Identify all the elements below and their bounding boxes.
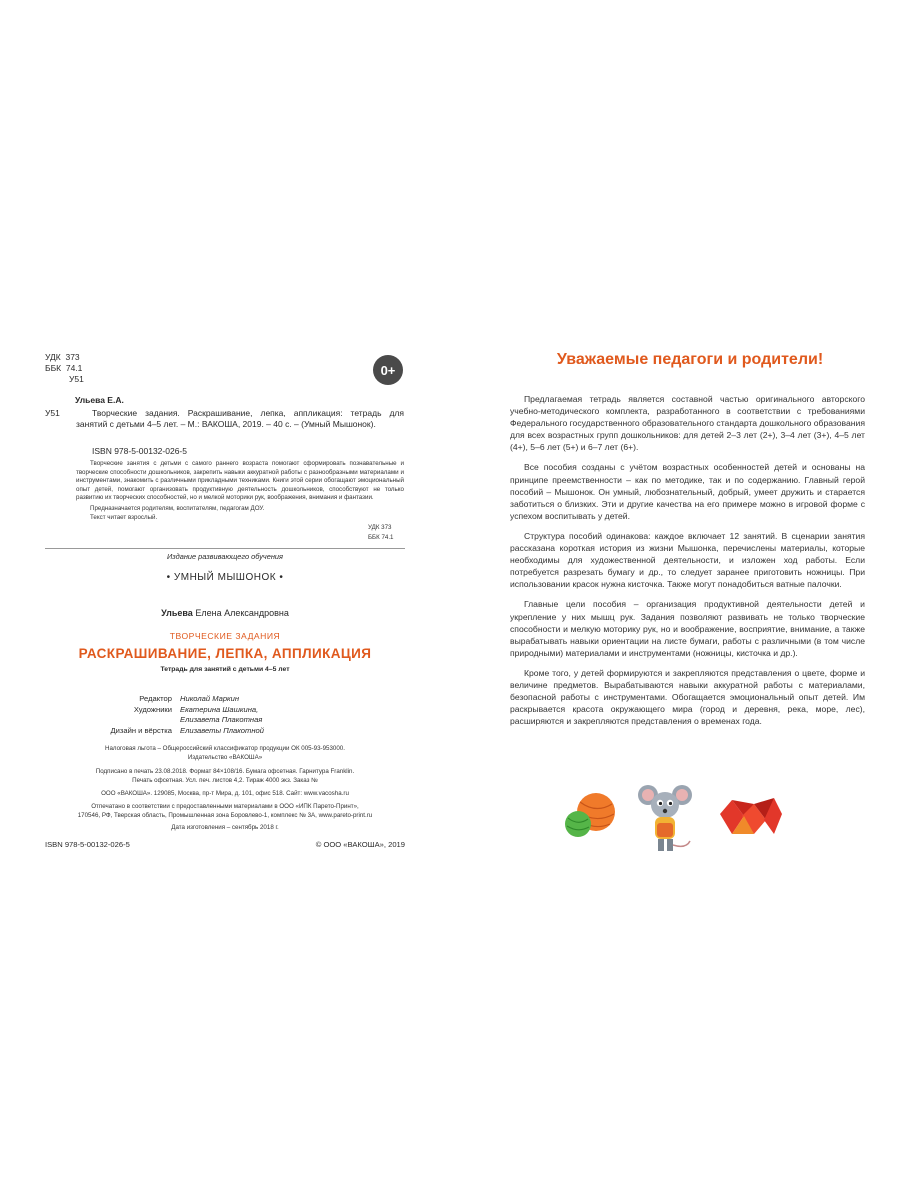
credit-row <box>46 726 376 737</box>
author-full-name <box>45 608 405 618</box>
paragraph: Предлагаемая тетрадь является составной частью оригинального авторского учебно-методического комплекта, разработанного в соответствии с требованиями Федерального государственного образовательного стандарта дошкольного образования для всех возрастных групп дошкольников: для детей 2–3 лет (2+), 3–4 лет (3+), 4–5 лет (4+), 5–6 лет (5+) и 6–7 лет (6+). <box>510 394 865 453</box>
credit-row <box>46 694 376 705</box>
manufacture-date: Дата изготовления – сентябрь 2018 г. <box>171 824 279 831</box>
udk-value: 373 <box>65 352 80 362</box>
credit-name: Екатерина Шашкина, <box>180 704 259 714</box>
book-subtitle-2: Тетрадь для занятий с детьми 4–5 лет <box>160 666 290 673</box>
annotation-text: Творческие занятия с детьми с самого раннего возраста помогают сформировать познавательные и творческие способности дошкольников, закрепить навыки аккуратной работы с разнообразными материалами и инструментами, знакомить с различными прикладными техниками. Книги этой серии обогащают эмоциональный опыт детей, помогают организовать продуктивную деятельность дошкольников, способствуют не только развитию их творческих способностей, но и мелкой моторики рук, воображения, внимания и фантазии. <box>76 460 404 502</box>
divider <box>45 548 405 549</box>
footer-isbn: ISBN 978-5-00132-026-5 <box>45 840 130 849</box>
printed-line-2: 170546, РФ, Тверская область, Промышленная зона Боровлево-1, комплекс № 3А, www.pareto-print.ru <box>77 812 373 819</box>
age-rating-badge: 0+ <box>373 355 403 385</box>
audience-text: Предназначается родителям, воспитателям, педагогам ДОУ. <box>90 505 265 512</box>
paragraph: Структура пособий одинакова: каждое включает 12 занятий. В сценарии занятия рассказана короткая история из жизни Мышонка, перечислены материалы, которые необходимы для художественной деятельности, и изложен ход работы. Если потребуется разрезать бумагу и др., то следует заранее приготовить ножницы. При использовании красок нужна кисточка. Также могут понадобиться ватные палочки. <box>510 530 865 590</box>
footer-copyright: © ООО «ВАКОША», 2019 <box>315 840 405 849</box>
yarn-balls-icon <box>560 790 622 840</box>
intro-text <box>510 393 865 735</box>
author-given-names: Елена Александровна <box>195 608 289 618</box>
credit-name: Елизавета Плакотная <box>180 715 263 724</box>
paper-craft-icon <box>718 794 784 840</box>
page-heading: Уважаемые педагоги и родители! <box>556 351 824 368</box>
publisher-line: Издательство «ВАКОША» <box>187 754 263 761</box>
credit-name: Николай Маркин <box>180 694 240 703</box>
isbn-line: ISBN 978-5-00132-026-5 <box>92 446 187 456</box>
classification-block <box>45 352 125 385</box>
address-line: ООО «ВАКОША». 129085, Москва, пр-т Мира, д. 101, офис 518. Сайт: www.vacosha.ru <box>101 790 349 797</box>
bibliographic-description: Творческие задания. Раскрашивание, лепка, аппликация: тетрадь для занятий с детьми 4–5 лет. – М.: ВАКОША, 2019. – 40 с. – (Умный Мышонок). <box>76 408 404 429</box>
author-heading: Ульева Е.А. <box>75 395 124 405</box>
bbk-label: ББК <box>45 363 62 373</box>
credit-role: Редактор <box>139 694 172 703</box>
edition-type: Издание развивающего обучения <box>167 552 283 561</box>
credit-row <box>46 715 376 726</box>
reader-note: Текст читает взрослый. <box>90 514 158 521</box>
bib-cutter: У51 <box>45 408 60 418</box>
credit-role <box>46 715 180 726</box>
paragraph: Кроме того, у детей формируются и закрепляются представления о цвете, форме и величине предметов. Вырабатываются навыки аккуратной работы с материалами, безопасной работы с инструментами. Обогащается эмоциональный опыт детей. Им раскрывается красота окружающего мира (город и деревня, река, море, лес), расширяются и закрепляются представления о временах года. <box>510 667 865 727</box>
credit-role: Художники <box>133 704 172 714</box>
author-surname: Ульева <box>161 608 193 618</box>
book-title: РАСКРАШИВАНИЕ, ЛЕПКА, АППЛИКАЦИЯ <box>78 646 372 661</box>
credit-name: Елизаветы Плакотной <box>180 725 264 735</box>
paragraph: Все пособия созданы с учётом возрастных особенностей детей и основаны на принципе преемственности – как по методике, так и по содержанию. Главный герой пособий – Мышонок. Он умный, любознательный, добрый, умеет дружить и старается заботиться о близких. Эти и другие качества на его примере можно в игровой форме с успехом воспитывать у детей. <box>510 462 865 521</box>
print-line-2: Печать офсетная. Усл. печ. листов 4,2. Тираж 4000 экз. Заказ № <box>132 777 318 784</box>
udk-repeat: УДК 373 <box>368 524 392 531</box>
paragraph: Главные цели пособия – организация продуктивной деятельности детей и укрепление у них мышц рук. Задания позволяют развивать не только творческие способности и мелкую моторику рук, но и воображение, восприятие, внимание, а также вырабатывать навыки ориентации на листе бумаги, работы с различными (в том числе природными) материалами и инструментами (ножницы, кисточка и др.). <box>510 599 865 658</box>
series-name: • УМНЫЙ МЫШОНОК • <box>166 572 284 583</box>
printed-line-1: Отпечатано в соответствии с предоставленными материалами в ООО «ИПК Парето-Принт», <box>91 803 359 810</box>
udk-label: УДК <box>45 352 61 362</box>
credit-row <box>46 705 376 716</box>
bbk-value: 74.1 <box>65 363 83 373</box>
cutter-code: У51 <box>69 374 84 384</box>
credit-role: Дизайн и вёрстка <box>110 725 172 735</box>
mouse-mascot-icon <box>636 783 694 855</box>
book-subtitle: ТВОРЧЕСКИЕ ЗАДАНИЯ <box>169 631 281 641</box>
credits-block <box>46 694 376 736</box>
print-line-1: Подписано в печать 23.08.2018. Формат 84×108/16. Бумага офсетная. Гарнитура Franklin. <box>95 768 355 775</box>
bbk-repeat: ББК 74.1 <box>368 534 394 541</box>
tax-line: Налоговая льгота – Общероссийский классификатор продукции ОК 005-93-953000. <box>105 745 345 752</box>
